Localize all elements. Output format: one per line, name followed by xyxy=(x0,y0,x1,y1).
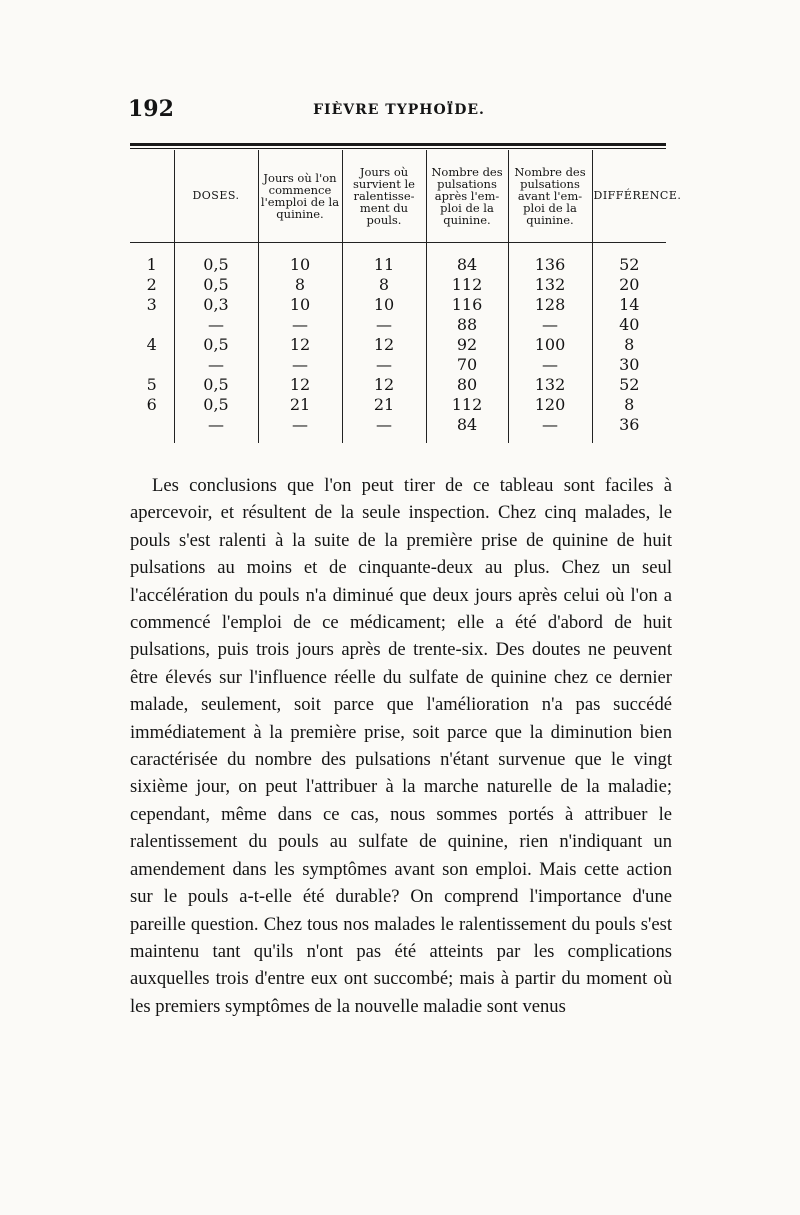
table-cell xyxy=(130,415,174,443)
table-cell: 12 xyxy=(258,335,342,355)
column-header-pulse-after: Nombre des pulsations après l'em-ploi de la quinine. xyxy=(426,150,508,243)
table-cell: 3 xyxy=(146,295,157,314)
table-cell: 8 xyxy=(592,395,666,415)
table-cell xyxy=(130,355,174,375)
table-cell: 30 xyxy=(592,355,666,375)
table-cell: 84 xyxy=(426,243,508,276)
table-cell: — xyxy=(342,415,426,443)
table-cell: 128 xyxy=(508,295,592,315)
table-cell: 0,5 xyxy=(174,375,258,395)
table-row xyxy=(130,243,666,276)
table-cell xyxy=(130,315,174,335)
column-header-pulse-before: Nombre des pulsations avant l'em-ploi de la quinine. xyxy=(508,150,592,243)
table-cell: 12 xyxy=(258,375,342,395)
table-cell: 21 xyxy=(258,395,342,415)
table-row xyxy=(130,315,666,335)
table-header-row xyxy=(130,150,666,243)
table-cell: 4 xyxy=(146,335,157,354)
column-header-difference: DIFFÉRENCE. xyxy=(592,150,666,243)
table-top-rule-thin xyxy=(130,148,666,149)
table-cell: 8 xyxy=(258,275,342,295)
table-cell: 11 xyxy=(342,243,426,276)
table-cell: 0,5 xyxy=(174,335,258,355)
table-cell: 84 xyxy=(426,415,508,443)
table-top-rule xyxy=(130,143,666,146)
table-cell: 40 xyxy=(592,315,666,335)
body-paragraph xyxy=(130,472,672,1020)
table-cell: 2 xyxy=(146,275,157,294)
table-cell: — xyxy=(508,315,592,335)
column-header-start-day: Jours où l'on commence l'emploi de la quinine. xyxy=(258,150,342,243)
table-cell: 100 xyxy=(508,335,592,355)
table-cell: 1 xyxy=(146,255,157,274)
table-cell: 8 xyxy=(342,275,426,295)
table-cell: 5 xyxy=(146,375,157,394)
table-row xyxy=(130,355,666,375)
column-header-slowing-day: Jours où survient le ralentisse-ment du pouls. xyxy=(342,150,426,243)
table-cell: — xyxy=(174,355,258,375)
table-cell: — xyxy=(342,355,426,375)
data-table xyxy=(130,150,682,443)
page-number: 192 xyxy=(128,96,174,122)
table-cell: 120 xyxy=(508,395,592,415)
table-cell: 132 xyxy=(508,375,592,395)
table-cell: 10 xyxy=(258,295,342,315)
table-row xyxy=(130,415,666,443)
table-cell: 12 xyxy=(342,335,426,355)
body-paragraph-text: Les conclusions que l'on peut tirer de ce tableau sont faciles à apercevoir, et résultent de la seule inspection. Chez cinq malades, le pouls s'est ralenti à la suite de la première prise de quinine de huit pulsations au moins et de cinquante-deux au plus. Chez un seul l'accélération du pouls n'a diminué que deux jours après celui où l'on a commencé l'emploi de ce médicament; elle a été d'abord de huit pulsations, puis trois jours après de trente-six. Des doutes ne peuvent être élevés sur l'influence réelle du sulfate de quinine chez ce dernier malade, seulement, soit parce que l'amélioration n'a pas succédé immédiatement à la première prise, soit parce que la diminution bien caractérisée du nombre des pulsations n'étant survenue que le vingt sixième jour, on peut l'attribuer à la marche naturelle de la maladie; cependant, même dans ce cas, nous sommes portés à attribuer le ralentissement du pouls au sulfate de quinine, rien n'indiquant un amendement dans les symptômes avant son emploi. Mais cette action sur le pouls a-t-elle été durable? On comprend l'importance d'une pareille question. Chez tous nos malades le ralentissement du pouls s'est maintenu tant qu'ils n'ont pas été atteints par les complications auxquelles trois d'entre eux ont succombé; mais à partir du moment où les premiers symptômes de la nouvelle maladie sont venus xyxy=(130,475,672,1017)
table-cell: 0,5 xyxy=(174,275,258,295)
column-header-number xyxy=(130,150,174,243)
table-cell: — xyxy=(174,415,258,443)
table-cell: 10 xyxy=(258,243,342,276)
table-row xyxy=(130,375,666,395)
table-cell: 132 xyxy=(508,275,592,295)
table-row xyxy=(130,395,666,415)
table-cell: 10 xyxy=(342,295,426,315)
table-cell: 136 xyxy=(508,243,592,276)
table-cell: 8 xyxy=(592,335,666,355)
page-header xyxy=(128,96,670,126)
table-cell: — xyxy=(508,355,592,375)
table-cell: 14 xyxy=(592,295,666,315)
table-cell: — xyxy=(258,415,342,443)
table-cell: 70 xyxy=(426,355,508,375)
table-body xyxy=(130,243,666,444)
table-cell: — xyxy=(258,315,342,335)
table-cell: 0,5 xyxy=(174,395,258,415)
table-cell: 0,3 xyxy=(174,295,258,315)
table-cell: 6 xyxy=(146,395,157,414)
table-row xyxy=(130,275,666,295)
table-cell: 88 xyxy=(426,315,508,335)
column-header-doses: DOSES. xyxy=(174,150,258,243)
table-row xyxy=(130,335,666,355)
table-cell: 21 xyxy=(342,395,426,415)
table-cell: 12 xyxy=(342,375,426,395)
table-cell: — xyxy=(508,415,592,443)
table-cell: 52 xyxy=(592,375,666,395)
table-cell: 92 xyxy=(426,335,508,355)
table-cell: 116 xyxy=(426,295,508,315)
table-cell: — xyxy=(342,315,426,335)
table-cell: 36 xyxy=(592,415,666,443)
running-title: FIÈVRE TYPHOÏDE. xyxy=(313,102,485,118)
table-row xyxy=(130,295,666,315)
table-cell: 0,5 xyxy=(174,243,258,276)
table-cell: — xyxy=(258,355,342,375)
table-cell: — xyxy=(174,315,258,335)
table-cell: 112 xyxy=(426,395,508,415)
table-cell: 80 xyxy=(426,375,508,395)
table-cell: 112 xyxy=(426,275,508,295)
table-cell: 52 xyxy=(592,243,666,276)
table-cell: 20 xyxy=(592,275,666,295)
